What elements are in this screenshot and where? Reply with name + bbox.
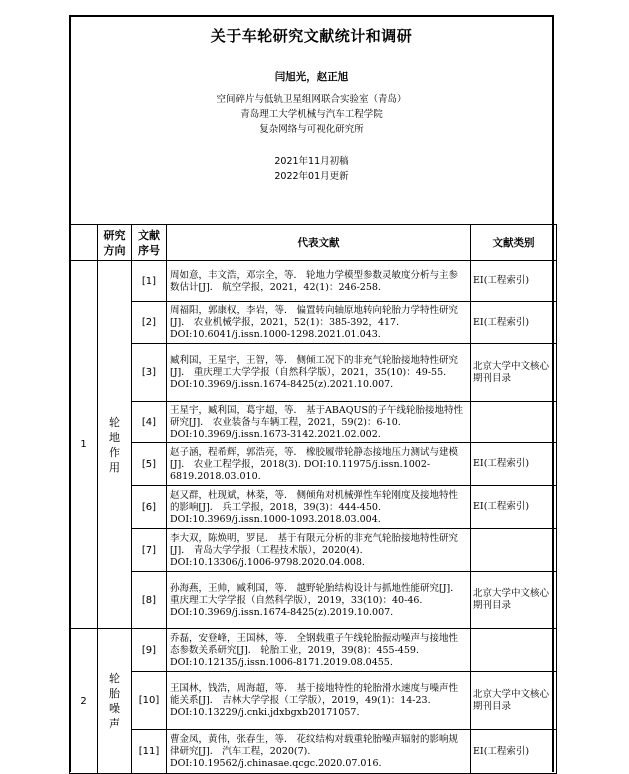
- header-direction: 研究方向: [98, 225, 132, 261]
- reference-category: EI(工程索引): [471, 486, 557, 529]
- reference-text: 王星宇，臧利国，葛宇超，等． 基于ABAQUS的子午线轮胎接地特性研究[J]． 农业装备与车辆工程，2021，59(2)：6-10. DOI:10.3969/j.issn.1673-3142.2021.02.002.: [167, 402, 471, 443]
- reference-text: 王国林，钱浩，周海超，等． 基于接地特性的轮胎滑水速度与噪声性能关系[J]． 吉林大学学报（工学版），2019，49(1)：14-23. DOI:10.13229/j.cnki.jdxbgxb20171057.: [167, 672, 471, 730]
- table-row: [70, 629, 557, 672]
- reference-index: [2]: [132, 302, 167, 344]
- table-row: [70, 486, 557, 529]
- reference-index: [8]: [132, 572, 167, 629]
- group-direction: 轮地作用: [98, 261, 132, 629]
- reference-index: [5]: [132, 443, 167, 486]
- table-row: [70, 572, 557, 629]
- table-row: [70, 302, 557, 344]
- reference-category: [471, 529, 557, 572]
- reference-text: 李大双，陈焕明，罗昆． 基于有限元分析的非充气轮胎接地特性研究[J]． 青岛大学学报（工程技术版），2020(4). DOI:10.13306/j.1006-9798.2020.04.008.: [167, 529, 471, 572]
- document-header: [71, 17, 552, 225]
- reference-text: 周如意，丰文浩，邓宗全，等． 轮地力学模型参数灵敏度分析与主参数估计[J]． 航空学报，2021，42(1)：246-258.: [167, 261, 471, 302]
- reference-index: [9]: [132, 629, 167, 672]
- reference-index: [10]: [132, 672, 167, 730]
- authors: 闫旭光，赵正旭: [274, 71, 349, 83]
- table-row: [70, 344, 557, 402]
- reference-category: EI(工程索引): [471, 730, 557, 774]
- reference-text: 赵又群，杜现斌，林棻，等． 侧倾角对机械弹性车轮刚度及接地特性的影响[J]． 兵工学报，2018，39(3)：444-450. DOI:10.3969/j.issn.1000-1093.2018.03.004.: [167, 486, 471, 529]
- reference-category: 北京大学中文核心期刊目录: [471, 572, 557, 629]
- header-number: [70, 225, 98, 261]
- table-row: [70, 443, 557, 486]
- reference-index: [4]: [132, 402, 167, 443]
- reference-index: [7]: [132, 529, 167, 572]
- reference-category: 北京大学中文核心期刊目录: [471, 672, 557, 730]
- affiliation-1: 空间碎片与低轨卫星组网联合实验室（青岛）: [216, 94, 407, 105]
- table-header-row: [70, 225, 557, 261]
- table-row: [70, 529, 557, 572]
- group-direction: 轮胎噪声: [98, 629, 132, 774]
- reference-text: 乔磊，安登峰，王国林，等． 全钢载重子午线轮胎振动噪声与接地性态参数关系研究[J]． 轮胎工业，2019，39(8)：455-459. DOI:10.12135/j.issn.1006-8171.2019.08.0455.: [167, 629, 471, 672]
- table-row: [70, 730, 557, 774]
- document-sheet: [69, 15, 554, 772]
- table-row: [70, 261, 557, 302]
- reference-category: EI(工程索引): [471, 443, 557, 486]
- reference-index: [3]: [132, 344, 167, 402]
- affiliation-2: 青岛理工大学机械与汽车工程学院: [240, 109, 383, 120]
- draft-date: 2021年11月初稿: [274, 156, 349, 167]
- reference-index: [1]: [132, 261, 167, 302]
- header-category: 文献类别: [471, 225, 557, 261]
- header-index: 文献序号: [132, 225, 167, 261]
- group-number: 1: [70, 261, 98, 629]
- document-title: 关于车轮研究文献统计和调研: [210, 27, 413, 45]
- header-reference: 代表文献: [167, 225, 471, 261]
- reference-text: 臧利国，王星宇，王智，等． 侧倾工况下的非充气轮胎接地特性研究[J]． 重庆理工大学学报（自然科学版），2021，35(10)：49-55. DOI:10.3969/j.issn.1674-8425(z).2021.10.007.: [167, 344, 471, 402]
- update-date: 2022年01月更新: [274, 171, 349, 182]
- affiliation-3: 复杂网络与可视化研究所: [259, 124, 364, 135]
- reference-category: [471, 402, 557, 443]
- reference-text: 曹金凤，黄伟，张春生，等． 花纹结构对载重轮胎噪声辐射的影响规律研究[J]． 汽车工程，2020(7). DOI:10.19562/j.chinasae.qcgc.2020.07.016.: [167, 730, 471, 774]
- reference-text: 赵子涵，程希辉，郭浩亮，等． 橡胶履带轮静态接地压力测试与建模[J]． 农业工程学报，2018(3). DOI:10.11975/j.issn.1002-6819.2018.03.010.: [167, 443, 471, 486]
- group-number: 2: [70, 629, 98, 774]
- reference-category: [471, 629, 557, 672]
- table-row: [70, 402, 557, 443]
- table-row: [70, 672, 557, 730]
- reference-category: EI(工程索引): [471, 302, 557, 344]
- literature-table: [69, 224, 557, 774]
- reference-text: 孙海燕，王帅，臧利国，等． 越野轮胎结构设计与抓地性能研究[J]． 重庆理工大学学报（自然科学版），2019，33(10)：40-46. DOI:10.3969/j.issn.1674-8425(z).2019.10.007.: [167, 572, 471, 629]
- reference-text: 周福阳，郭康权，李岩，等． 偏置转向轴原地转向轮胎力学特性研究[J]． 农业机械学报，2021，52(1)：385-392，417. DOI:10.6041/j.issn.1000-1298.2021.01.043.: [167, 302, 471, 344]
- reference-category: EI(工程索引): [471, 261, 557, 302]
- reference-category: 北京大学中文核心期刊目录: [471, 344, 557, 402]
- reference-index: [6]: [132, 486, 167, 529]
- reference-index: [11]: [132, 730, 167, 774]
